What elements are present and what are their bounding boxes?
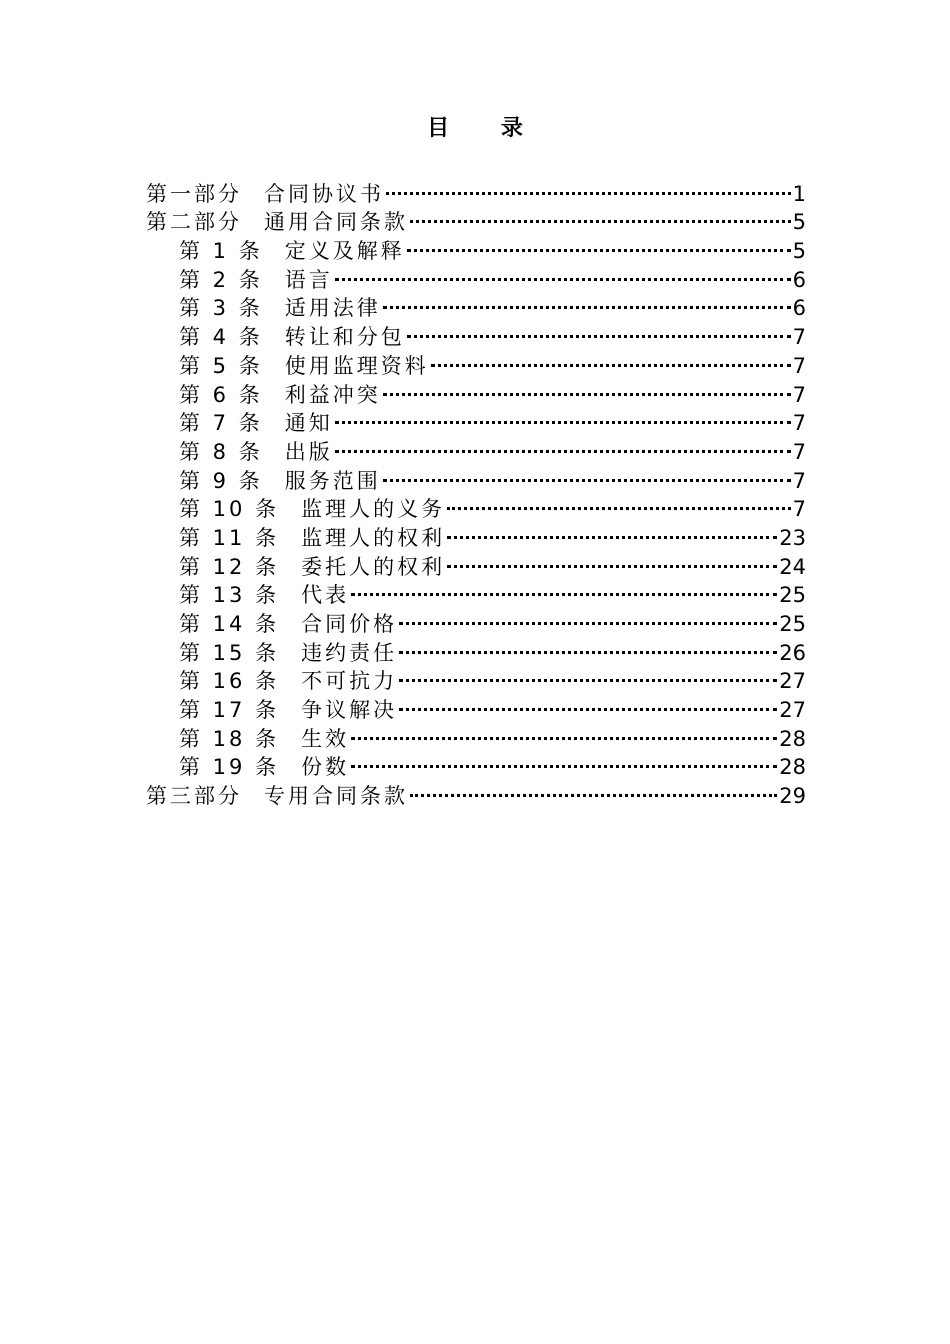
toc-entry-label: 代表 [301,583,350,608]
toc-entry-label: 违约责任 [301,640,398,665]
toc-entry-label: 通知 [284,411,333,436]
toc-dot-leader [445,516,779,545]
toc-entry-number: 第 12 条 [179,554,280,579]
toc-entry-label: 使用监理资料 [284,353,429,378]
toc-dot-leader [381,373,793,402]
toc-entry-label: 合同协议书 [264,181,384,206]
toc-entry-number: 第 13 条 [179,583,280,608]
toc-entry-label: 合同价格 [301,612,398,636]
toc-dot-leader [349,717,779,746]
toc-dot-leader [405,315,793,344]
toc-dot-leader [405,229,793,258]
toc-dot-leader [397,660,779,689]
toc-entry-page-number: 6 [792,267,806,292]
toc-dot-leader [384,172,793,201]
toc-dot-leader [445,488,793,517]
toc-entry-page-number: 6 [792,296,806,321]
toc-entry-page-number: 26 [779,640,806,665]
toc-entry-2[interactable] [146,229,806,264]
toc-dot-leader [429,344,793,373]
toc-dot-leader [349,574,779,603]
toc-dot-leader [445,545,779,574]
toc-dot-leader [381,459,793,488]
toc-dot-leader [397,602,779,631]
toc-entry-number: 第 17 条 [179,698,280,723]
toc-entry-number: 第一部分 [146,181,242,206]
toc-entry-page-number: 7 [792,353,806,378]
toc-entry-number: 第 4 条 [179,325,263,350]
toc-dot-leader [381,287,793,316]
toc-entry-number: 第 18 条 [179,726,280,751]
toc-entry-label: 专用合同条款 [264,784,408,809]
toc-entry-number: 第 10 条 [179,497,280,522]
toc-entry-label: 份数 [301,755,350,780]
toc-entry-label: 利益冲突 [284,382,381,407]
toc-entry-label: 通用合同条款 [264,210,408,235]
toc-dot-leader [397,688,779,717]
toc-entry-page-number: 27 [779,698,806,723]
toc-entry-label: 生效 [301,726,350,751]
table-of-contents [146,172,806,809]
toc-dot-leader [349,746,779,775]
toc-entry-number: 第 11 条 [179,525,280,550]
toc-entry-number: 第三部分 [146,784,242,809]
toc-entry-number: 第 1 条 [179,239,263,264]
toc-entry-page-number: 1 [792,181,806,206]
toc-entry-number: 第 5 条 [179,353,263,378]
toc-dot-leader [408,774,779,803]
toc-entry-page-number: 7 [792,468,806,493]
toc-entry-page-number: 7 [792,382,806,407]
toc-entry-page-number: 24 [779,554,806,579]
toc-entry-label: 监理人的权利 [301,525,446,550]
toc-entry-page-number: 7 [792,411,806,436]
toc-dot-leader [333,402,793,431]
toc-entry-page-number: 7 [792,325,806,350]
toc-entry-number: 第 14 条 [179,612,280,636]
toc-entry-number: 第 7 条 [179,411,263,436]
toc-entry-label: 出版 [284,439,333,464]
toc-entry-label: 定义及解释 [284,239,405,264]
toc-entry-number: 第二部分 [146,210,242,235]
toc-entry-number: 第 16 条 [179,669,280,694]
toc-dot-leader [397,631,779,660]
toc-entry-number: 第 8 条 [179,439,263,464]
toc-entry-1[interactable] [146,201,806,235]
toc-entry-label: 委托人的权利 [301,554,446,579]
toc-entry-label: 转让和分包 [284,325,405,350]
toc-entry-number: 第 2 条 [179,267,263,292]
toc-dot-leader [408,201,793,230]
toc-entry-0[interactable] [146,172,806,206]
toc-entry-page-number: 25 [779,612,806,636]
toc-entry-page-number: 5 [792,210,806,235]
toc-entry-page-number: 29 [779,784,806,809]
toc-entry-label: 适用法律 [284,296,381,321]
toc-entry-page-number: 7 [792,439,806,464]
toc-entry-page-number: 28 [779,755,806,780]
toc-entry-label: 服务范围 [284,468,381,493]
toc-entry-number: 第 6 条 [179,382,263,407]
toc-entry-page-number: 7 [792,497,806,522]
toc-entry-page-number: 23 [779,525,806,550]
toc-entry-number: 第 19 条 [179,755,280,780]
toc-entry-page-number: 25 [779,583,806,608]
toc-entry-page-number: 27 [779,669,806,694]
toc-entry-label: 监理人的义务 [301,497,446,522]
toc-entry-page-number: 28 [779,726,806,751]
toc-entry-number: 第 3 条 [179,296,263,321]
toc-dot-leader [333,430,793,459]
toc-entry-label: 语言 [284,267,333,292]
toc-entry-label: 争议解决 [301,698,398,723]
toc-entry-page-number: 5 [792,239,806,264]
toc-title: 目 录 [427,116,545,141]
toc-entry-label: 不可抗力 [301,669,398,694]
toc-entry-number: 第 15 条 [179,640,280,665]
toc-entry-number: 第 9 条 [179,468,263,493]
toc-dot-leader [333,258,793,287]
